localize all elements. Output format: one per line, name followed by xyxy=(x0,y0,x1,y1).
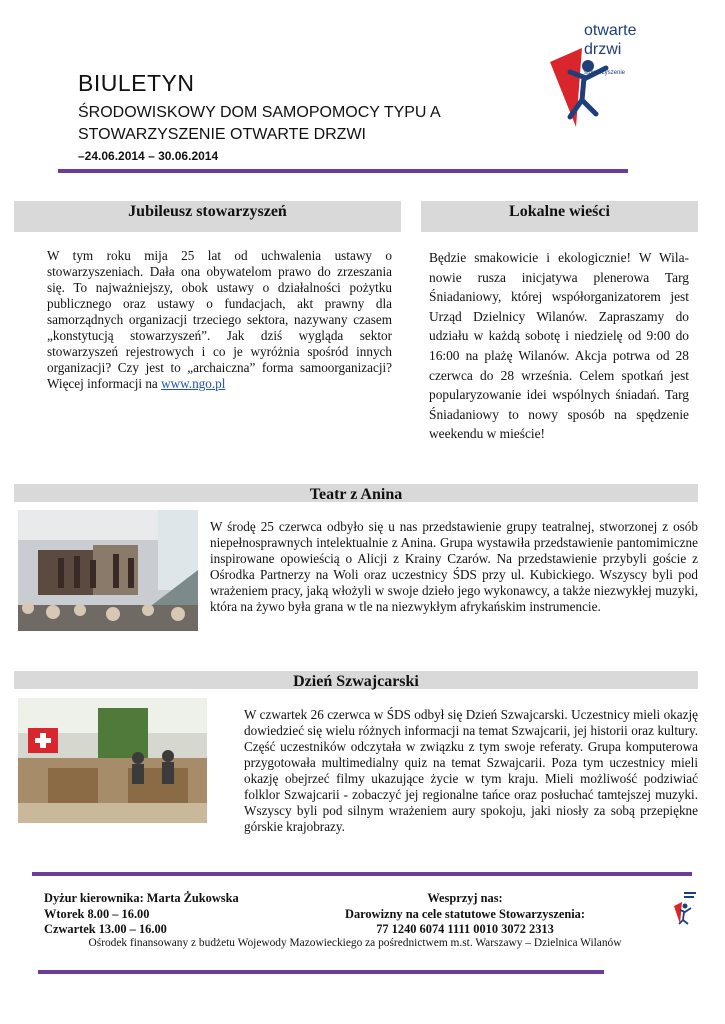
footer-hours-thursday: Czwartek 13.00 – 16.00 xyxy=(44,922,167,936)
logo-text-drzwi: drzwi xyxy=(584,41,622,58)
bulletin-subtitle-2: STOWARZYSZENIE OTWARTE DRZWI xyxy=(78,126,366,143)
swiss-day-presentation-photo xyxy=(18,698,207,823)
article-jubileusz xyxy=(47,248,392,392)
footer-funding-note: Ośrodek finansowany z budżetu Wojewody Mazowieckiego za pośrednictwem m.st. Warszawy – Dzielnica Wilanów xyxy=(88,937,622,949)
article-lokalne: Będzie smakowicie i ekologicznie! W Wila-nowie rusza inicjatywa plenerowa Targ Śniadaniowy, której współorganizatorem jest Urząd Dzielnicy Wilanów. Zapraszamy do udziału w każdą sobotę i niedzielę od 9:00 do 16:00 na plażę Wilanów. Akcja potrwa od 28 czerwca do 28 września. Celem spotkań jest popularyzowanie idei wspólnych śniadań. Targ Śniadaniowy to nowy sposób na spędzenie weekendu w mieście! xyxy=(429,250,689,442)
bulletin-subtitle-1: ŚRODOWISKOWY DOM SAMOPOMOCY TYPU A xyxy=(78,104,441,121)
section-title-jubileusz: Jubileusz stowarzyszeń xyxy=(14,201,401,235)
section-title-swiss: Dzień Szwajcarski xyxy=(14,671,698,692)
header-divider xyxy=(58,169,628,173)
article-swiss: W czwartek 26 czerwca w ŚDS odbył się Dzień Szwajcarski. Uczestnicy mieli okazję dowiedzieć się wielu różnych informacji na temat Szwajcarii, jej historii oraz kultury. Część uczestników odczytała w związku z tym swoje referaty. Grupa komputerowa przygotowała multimedialny quiz na temat Szwajcarii. Poza tym uczestnicy mieli okazję obejrzeć filmy ukazujące życie w tym kraju. Mieli możliwość podziwiać folklor Szwajcarii - zobaczyć jej regionalne tańce oraz posłuchać tamtejszej muzyki. Wszyscy byli pod silnym wrażeniem aury spokoju, jaki niosły za sobą przepiękne górskie krajobrazy. xyxy=(244,707,698,834)
section-title-lokalne: Lokalne wieści xyxy=(421,201,698,235)
logo-text-stowarzyszenie: stowarzyszenie xyxy=(584,70,626,76)
section-title-teatr: Teatr z Anina xyxy=(14,484,698,505)
footer-hours-tuesday: Wtorek 8.00 – 16.00 xyxy=(44,907,150,921)
footer-donation-label: Darowizny na cele statutowe Stowarzyszenia: xyxy=(345,907,585,921)
bulletin-dates: –24.06.2014 – 30.06.2014 xyxy=(78,149,219,163)
small-logo-icon xyxy=(672,890,698,926)
article-teatr: W środę 25 czerwca odbyło się u nas przedstawienie grupy teatralnej, stworzonej z osób niepełnosprawnych intelektualnie z Anina. Grupa wystawiła przedstawienie pantomimiczne inspirowane opowieścią o Alicji z Krainy Czarów. Na przedstawienie przybyli goście z Ośrodka Partnerzy na Woli oraz uczestnicy ŚDS przy ul. Kubickiego. Wszyscy byli pod wrażeniem pracy, jaką włożyli w swoje dzieło jego wykonawcy, a także niezwykłej muzyki, która na żywo była grana w tle na niezwykłym afrykańskim instrumencie. xyxy=(210,519,698,614)
ngo-link[interactable]: www.ngo.pl xyxy=(161,376,226,391)
theater-performance-photo xyxy=(18,510,198,631)
footer-support-heading: Wesprzyj nas: xyxy=(427,891,503,905)
footer-divider-bottom xyxy=(38,970,604,974)
footer-duty: Dyżur kierownika: Marta Żukowska xyxy=(44,891,239,905)
article-jubileusz-body: W tym roku mija 25 lat od uchwalenia ustawy o stowarzyszeniach. Dała ona obywatelom prawo do zrzeszania się. To najważniejszy, obok ustawy o działalności pożytku publicznego oraz ustawy o fundacjach, akt prawny dla samorządnych organizacji trzeciego sektora, nazywany czasem „konstytucją stowarzyszeń”. Jak dziś wygląda sektor stowarzyszeń rejestrowych i co je wyróżnia spośród innych organizacji? Czy jest to „archaiczna” forma samoorganizacji? Więcej informacji na xyxy=(47,248,392,391)
bulletin-title: BIULETYN xyxy=(78,70,195,96)
logo-text-otwarte: otwarte xyxy=(584,22,637,39)
footer-account-number: 77 1240 6074 1111 0010 3072 2313 xyxy=(376,922,554,936)
footer-divider-top xyxy=(32,872,692,876)
